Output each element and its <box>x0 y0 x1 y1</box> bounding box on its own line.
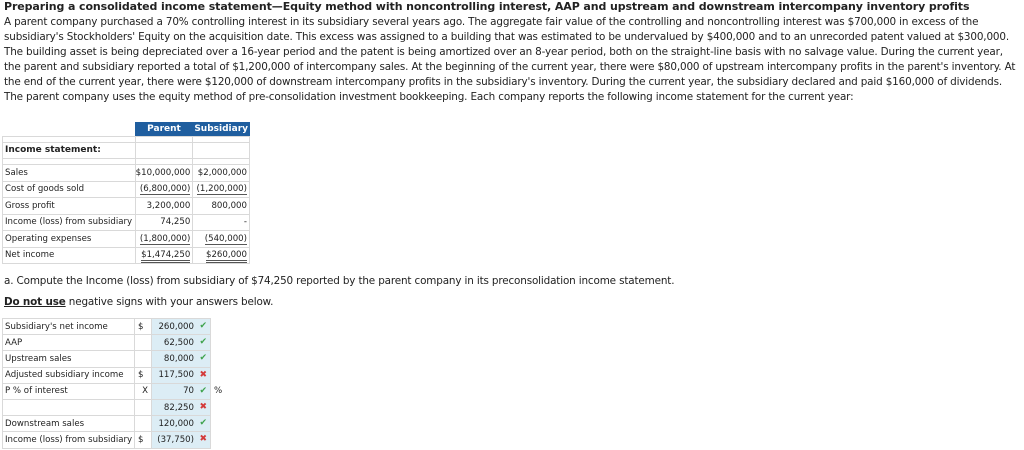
answer-row <box>3 335 223 351</box>
row-label: Cost of goods sold <box>3 181 136 198</box>
subsidiary-value: $2,000,000 <box>193 165 250 182</box>
answer-symbol <box>135 335 152 351</box>
check-icon: ✔ <box>199 385 207 396</box>
answer-symbol <box>135 399 152 415</box>
parent-value: $10,000,000 <box>135 165 193 182</box>
row-label: Operating expenses <box>3 231 136 248</box>
answer-symbol: $ <box>135 367 152 383</box>
answer-input[interactable]: 260,000 ✔ <box>152 319 211 335</box>
answer-input[interactable]: 120,000 ✔ <box>152 416 211 432</box>
answer-input[interactable]: 82,250 ✖ <box>152 399 211 415</box>
income-statement-table <box>2 122 250 264</box>
answer-symbol: $ <box>135 319 152 335</box>
answer-table <box>2 318 223 449</box>
table-row <box>3 165 250 182</box>
cross-icon: ✖ <box>199 401 207 412</box>
percent-sign: % <box>214 386 223 397</box>
answer-label <box>3 399 135 415</box>
row-label: Income (loss) from subsidiary <box>3 214 136 231</box>
table-row <box>3 198 250 215</box>
table-row <box>3 181 250 198</box>
answer-label: P % of interest <box>3 383 135 399</box>
answer-row <box>3 367 223 383</box>
parent-value: 74,250 <box>135 214 193 231</box>
header-parent: Parent <box>135 122 193 136</box>
instruction-emphasis: Do not use <box>4 296 66 308</box>
subsidiary-value: 800,000 <box>193 198 250 215</box>
multiply-symbol: X <box>135 383 152 399</box>
section-label: Income statement: <box>3 142 136 159</box>
answer-row <box>3 319 223 335</box>
parent-value: (6,800,000) <box>135 181 193 198</box>
answer-input[interactable]: 70 ✔ <box>152 383 211 399</box>
answer-label: AAP <box>3 335 135 351</box>
subsidiary-value: (1,200,000) <box>193 181 250 198</box>
row-label: Sales <box>3 165 136 182</box>
answer-input[interactable]: 117,500 ✖ <box>152 367 211 383</box>
answer-input[interactable]: (37,750) ✖ <box>152 432 211 448</box>
answer-symbol <box>135 416 152 432</box>
answer-input[interactable]: 80,000 ✔ <box>152 351 211 367</box>
instruction-rest: negative signs with your answers below. <box>65 296 274 308</box>
table-row <box>3 231 250 248</box>
answer-row <box>3 432 223 448</box>
header-subsidiary: Subsidiary <box>193 122 250 136</box>
answer-label: Subsidiary's net income <box>3 319 135 335</box>
answer-label: Income (loss) from subsidiary <box>3 432 135 448</box>
check-icon: ✔ <box>199 418 207 429</box>
answer-label: Adjusted subsidiary income <box>3 367 135 383</box>
check-icon: ✔ <box>199 321 207 331</box>
parent-value: (1,800,000) <box>135 231 193 248</box>
problem-title: Preparing a consolidated income statement—Equity method with noncontrolling interest, AAP and upstream and downstream intercompany inventory profits <box>4 0 970 13</box>
answer-input[interactable]: 62,500 ✔ <box>152 335 211 351</box>
answer-label: Downstream sales <box>3 416 135 432</box>
subsidiary-value: - <box>193 214 250 231</box>
answer-row <box>3 416 223 432</box>
answer-symbol: $ <box>135 432 152 448</box>
instruction-text <box>4 296 273 308</box>
answer-row <box>3 351 223 367</box>
section-row <box>3 142 250 159</box>
parent-value: $1,474,250 <box>135 247 193 264</box>
check-icon: ✔ <box>199 337 207 348</box>
parent-value: 3,200,000 <box>135 198 193 215</box>
answer-row <box>3 383 223 399</box>
table-header-row <box>3 122 250 136</box>
question-a: a. Compute the Income (loss) from subsidiary of $74,250 reported by the parent company in its preconsolidation income statement. <box>4 275 675 287</box>
row-label: Gross profit <box>3 198 136 215</box>
table-row <box>3 214 250 231</box>
answer-label: Upstream sales <box>3 351 135 367</box>
problem-text: A parent company purchased a 70% controlling interest in its subsidiary several years ago. The aggregate fair value of the controlling and noncontrolling interest was $700,000 in excess of the subsidiary's Stockholders' Equity on the acquisition date. This excess was assigned to a building that was estimated to be undervalued by $400,000 and to an unrecorded patent valued at $300,000. The building asset is being depreciated over a 16-year period and the patent is being amortized over an 8-year period, both on the straight-line basis with no salvage value. During the current year, the parent and subsidiary reported a total of $1,200,000 of intercompany sales. At the beginning of the current year, there were $80,000 of upstream intercompany profits in the parent's inventory. At the end of the current year, there were $120,000 of downstream intercompany profits in the subsidiary's inventory. During the current year, the subsidiary declared and paid $160,000 of dividends. The parent company uses the equity method of pre-consolidation investment bookkeeping. Each company reports the following income statement for the current year: <box>4 16 1016 103</box>
check-icon: ✔ <box>199 353 207 364</box>
subsidiary-value: $260,000 <box>193 247 250 264</box>
row-label: Net income <box>3 247 136 264</box>
answer-symbol <box>135 351 152 367</box>
answer-row <box>3 399 223 415</box>
cross-icon: ✖ <box>199 369 207 380</box>
subsidiary-value: (540,000) <box>193 231 250 248</box>
cross-icon: ✖ <box>199 434 207 445</box>
table-row <box>3 247 250 264</box>
